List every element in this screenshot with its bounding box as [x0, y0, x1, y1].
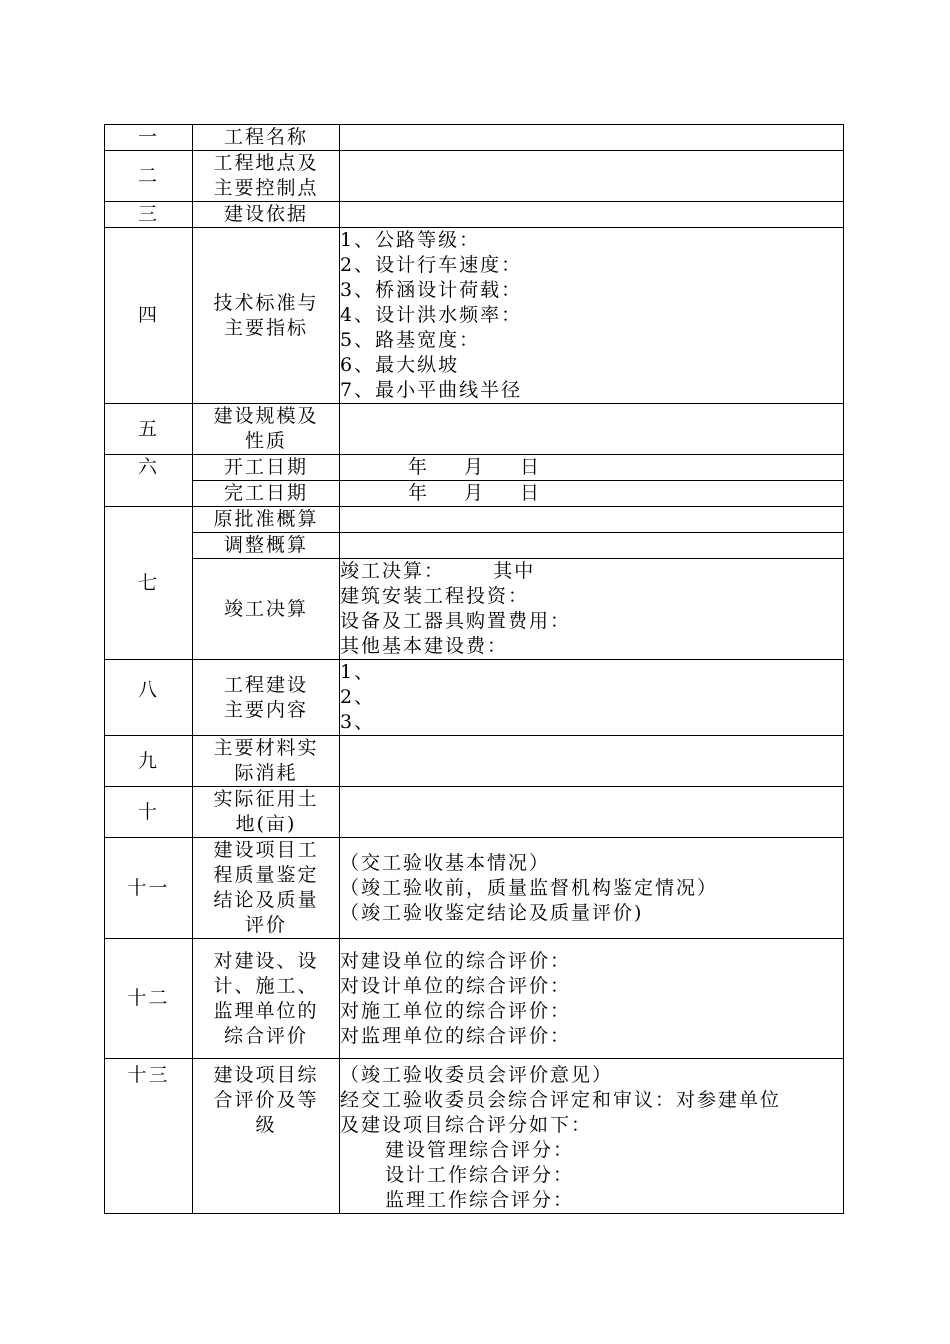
- row-number: 五: [105, 404, 193, 455]
- label-line: 工程地点及: [213, 152, 319, 174]
- row-unit-evaluation: [105, 939, 844, 1059]
- row-adjusted-budget: [105, 533, 844, 559]
- row-construction-basis: [105, 202, 844, 228]
- label-line: 主要控制点: [213, 177, 319, 199]
- content-line: 7、最小平曲线半径: [340, 379, 523, 401]
- row-number: 十二: [105, 939, 193, 1059]
- label-line: 技术标准与: [213, 291, 319, 314]
- content-line: 及建设项目综合评分如下：: [340, 1114, 593, 1136]
- main-contents-value[interactable]: [340, 660, 844, 736]
- start-date-label: 开工日期: [193, 455, 340, 481]
- label-line: 建设项目综: [213, 1064, 319, 1086]
- content-line: 1、公路等级：: [340, 229, 481, 251]
- technical-standards-value[interactable]: [340, 228, 844, 404]
- completion-summary-table: [104, 124, 844, 1214]
- row-construction-scale: [105, 404, 844, 455]
- label-line: 综合评价: [223, 1024, 308, 1047]
- content-line: （交工验收基本情况）: [340, 851, 551, 874]
- row-number: 七: [105, 507, 193, 660]
- row-original-budget: [105, 507, 844, 533]
- content-line: （竣工验收前，质量监督机构鉴定情况）: [340, 876, 719, 899]
- construction-basis-label: 建设依据: [193, 202, 340, 228]
- year-unit: 年: [408, 482, 430, 504]
- final-accounts-value[interactable]: [340, 559, 844, 660]
- row-number: 十一: [105, 838, 193, 939]
- label-line: 级: [255, 1114, 277, 1136]
- row-number: 六: [105, 455, 193, 507]
- project-name-label: 工程名称: [193, 125, 340, 151]
- label-line: 结论及质量: [213, 889, 319, 911]
- row-number: 八: [105, 660, 193, 736]
- main-contents-label: [193, 660, 340, 736]
- content-line: 设备及工器具购置费用：: [340, 610, 572, 632]
- content-line: 1、: [340, 661, 376, 683]
- end-date-label: 完工日期: [193, 481, 340, 507]
- overall-evaluation-label: [193, 1059, 340, 1214]
- label-line: 程质量鉴定: [213, 864, 319, 886]
- content-line: 5、路基宽度：: [340, 329, 481, 351]
- row-number: 四: [105, 228, 193, 404]
- label-line: 性质: [244, 430, 287, 452]
- final-accounts-label: 竣工决算: [193, 559, 340, 660]
- row-number: 九: [105, 736, 193, 787]
- label-line: 计、施工、: [213, 974, 319, 997]
- row-project-location: [105, 151, 844, 202]
- project-location-label: [193, 151, 340, 202]
- technical-standards-label: [193, 228, 340, 404]
- row-overall-evaluation: [105, 1059, 844, 1214]
- label-line: 评价: [244, 914, 287, 936]
- project-location-value[interactable]: [340, 151, 844, 202]
- label-line: 际消耗: [234, 762, 298, 784]
- score-line: 建设管理综合评分：: [385, 1139, 575, 1161]
- label-line: 地(亩): [235, 813, 297, 835]
- row-technical-standards: [105, 228, 844, 404]
- row-number: 十三: [105, 1059, 193, 1214]
- original-budget-value[interactable]: [340, 507, 844, 533]
- quality-evaluation-value[interactable]: [340, 838, 844, 939]
- content-line: 对设计单位的综合评价：: [340, 975, 572, 997]
- label-line: 合评价及等: [213, 1089, 319, 1111]
- label-line: 建设项目工: [213, 839, 319, 861]
- content-line: （竣工验收鉴定结论及质量评价): [340, 901, 644, 924]
- content-line: 2、: [340, 686, 376, 708]
- label-line: 实际征用土: [213, 788, 319, 810]
- row-number: 二: [105, 151, 193, 202]
- overall-evaluation-value[interactable]: [340, 1059, 844, 1214]
- row-main-contents: [105, 660, 844, 736]
- day-unit: 日: [520, 456, 542, 478]
- label-line: 工程建设: [223, 673, 308, 696]
- label-line: 主要指标: [223, 316, 308, 339]
- row-number: 三: [105, 202, 193, 228]
- land-acquisition-label: [193, 787, 340, 838]
- label-line: 监理单位的: [213, 999, 319, 1022]
- construction-scale-label: [193, 404, 340, 455]
- material-consumption-label: [193, 736, 340, 787]
- label-line: 对建设、设: [213, 949, 319, 972]
- material-consumption-value[interactable]: [340, 736, 844, 787]
- adjusted-budget-label: 调整概算: [193, 533, 340, 559]
- content-line: 竣工决算： 其中: [340, 560, 536, 582]
- content-line: 对施工单位的综合评价：: [340, 1000, 572, 1022]
- unit-evaluation-value[interactable]: [340, 939, 844, 1059]
- content-line: 建筑安装工程投资：: [340, 585, 530, 607]
- content-line: 3、桥涵设计荷载：: [340, 279, 523, 301]
- content-line: 6、最大纵坡: [340, 354, 460, 376]
- content-line: 经交工验收委员会综合评定和审议：对参建单位: [340, 1089, 782, 1111]
- label-line: 主要内容: [223, 698, 308, 721]
- start-date-value[interactable]: [340, 455, 844, 481]
- day-unit: 日: [520, 482, 542, 504]
- quality-evaluation-label: [193, 838, 340, 939]
- year-unit: 年: [408, 456, 430, 478]
- content-line: 4、设计洪水频率：: [340, 304, 523, 326]
- unit-evaluation-label: [193, 939, 340, 1059]
- month-unit: 月: [464, 482, 486, 504]
- original-budget-label: 原批准概算: [193, 507, 340, 533]
- row-quality-evaluation: [105, 838, 844, 939]
- content-line: 其他基本建设费：: [340, 635, 509, 657]
- content-line: 对建设单位的综合评价：: [340, 950, 572, 972]
- row-project-name: [105, 125, 844, 151]
- adjusted-budget-value[interactable]: [340, 533, 844, 559]
- row-land-acquisition: [105, 787, 844, 838]
- row-number: 十: [105, 787, 193, 838]
- month-unit: 月: [464, 456, 486, 478]
- score-line: 监理工作综合评分：: [385, 1189, 575, 1211]
- row-final-accounts: [105, 559, 844, 660]
- construction-scale-value[interactable]: [340, 404, 844, 455]
- content-line: （竣工验收委员会评价意见）: [340, 1064, 614, 1086]
- construction-basis-value[interactable]: [340, 202, 844, 228]
- row-material-consumption: [105, 736, 844, 787]
- content-line: 3、: [340, 711, 376, 733]
- land-acquisition-value[interactable]: [340, 787, 844, 838]
- row-number: 一: [105, 125, 193, 151]
- content-line: 对监理单位的综合评价：: [340, 1025, 572, 1047]
- score-line: 设计工作综合评分：: [385, 1164, 575, 1186]
- end-date-value[interactable]: [340, 481, 844, 507]
- project-name-value[interactable]: [340, 125, 844, 151]
- row-start-date: [105, 455, 844, 481]
- content-line: 2、设计行车速度：: [340, 254, 523, 276]
- label-line: 建设规模及: [213, 405, 319, 427]
- label-line: 主要材料实: [213, 737, 319, 759]
- row-end-date: [105, 481, 844, 507]
